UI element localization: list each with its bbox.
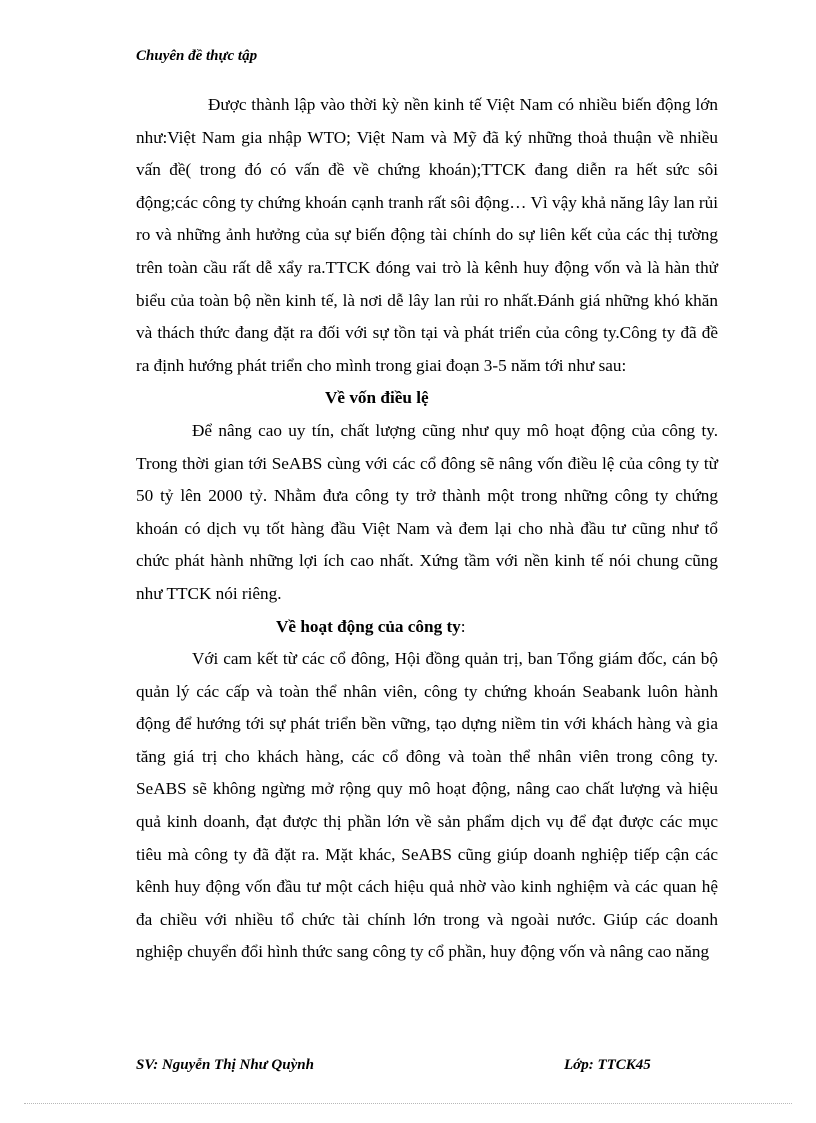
section-heading-charter-capital-text: Về vốn điều lệ xyxy=(325,388,429,408)
paragraph-charter-capital: Để nâng cao uy tín, chất lượng cũng như quy mô hoạt động của công ty. Trong thời gian tới SeABS cùng với các cổ đông sẽ nâng vốn điều lệ của công ty từ 50 tỷ lên 2000 tỷ. Nhằm đưa công ty trở thành một trong những công ty chứng khoán có dịch vụ tốt hàng đầu Việt Nam và đem lại cho nhà đầu tư cũng như tổ chức phát hành những lợi ích cao nhất. Xứng tầm với nền kinh tế nói chung cũng như TTCK nói riêng. xyxy=(136,420,718,603)
page-bottom-divider xyxy=(24,1103,792,1104)
section-heading-charter-capital xyxy=(136,382,718,415)
footer-student-name: SV: Nguyễn Thị Như Quỳnh xyxy=(136,1057,314,1073)
section-heading-company-operations-text: Về hoạt động của công ty xyxy=(276,616,461,636)
paragraph-company-orientation: Được thành lập vào thời kỳ nền kinh tế Việt Nam có nhiều biến động lớn như:Việt Nam gia nhập WTO; Việt Nam và Mỹ đã ký những thoả thuận về nhiều vấn đề( trong đó có vấn đề về chứng khoán);TTCK đang diễn ra hết sức sôi động;các công ty chứng khoán cạnh tranh rất sôi động… Vì vậy khả năng lây lan rủi ro và những ảnh hưởng của sự biến động tài chính do sự liên kết của các thị tường trên toàn cầu rất dễ xẩy ra.TTCK đóng vai trò là kênh huy động vốn và là hàn thử biểu của toàn bộ nền kinh tế, là nơi dễ lây lan rủi ro nhất.Đánh giá những khó khăn và thách thức đang đặt ra đối với sự tồn tại và phát triển của công ty.Công ty đã đề ra định hướng phát triển cho mình trong giai đoạn 3-5 năm tới như sau: xyxy=(136,95,718,375)
page-header: Chuyên đề thực tập xyxy=(136,48,258,64)
section-heading-colon: : xyxy=(460,616,466,636)
section-heading-company-operations xyxy=(136,611,718,644)
document-body xyxy=(136,89,718,969)
footer-class: Lớp: TTCK45 xyxy=(564,1057,651,1073)
paragraph-company-operations: Với cam kết từ các cổ đông, Hội đồng quản trị, ban Tổng giám đốc, cán bộ quản lý các cấp và toàn thể nhân viên, công ty chứng khoán Seabank luôn hành động để hướng tới sự phát triển bền vững, tạo dựng niềm tin với khách hàng và gia tăng giá trị cho khách hàng, các cổ đông và toàn thể nhân viên trong công ty. SeABS sẽ không ngừng mở rộng quy mô hoạt động, nâng cao chất lượng và hiệu quả kinh doanh, đạt được thị phần lớn về sản phẩm dịch vụ để đạt được các mục tiêu mà công ty đã đặt ra. Mặt khác, SeABS cũng giúp doanh nghiệp tiếp cận các kênh huy động vốn đầu tư một cách hiệu quả nhờ vào kinh nghiệm và các quan hệ đa chiều với nhiều tổ chức tài chính lớn trong và ngoài nước. Giúp các doanh nghiệp chuyển đổi hình thức sang công ty cổ phần, huy động vốn và nâng cao năng xyxy=(136,649,718,962)
